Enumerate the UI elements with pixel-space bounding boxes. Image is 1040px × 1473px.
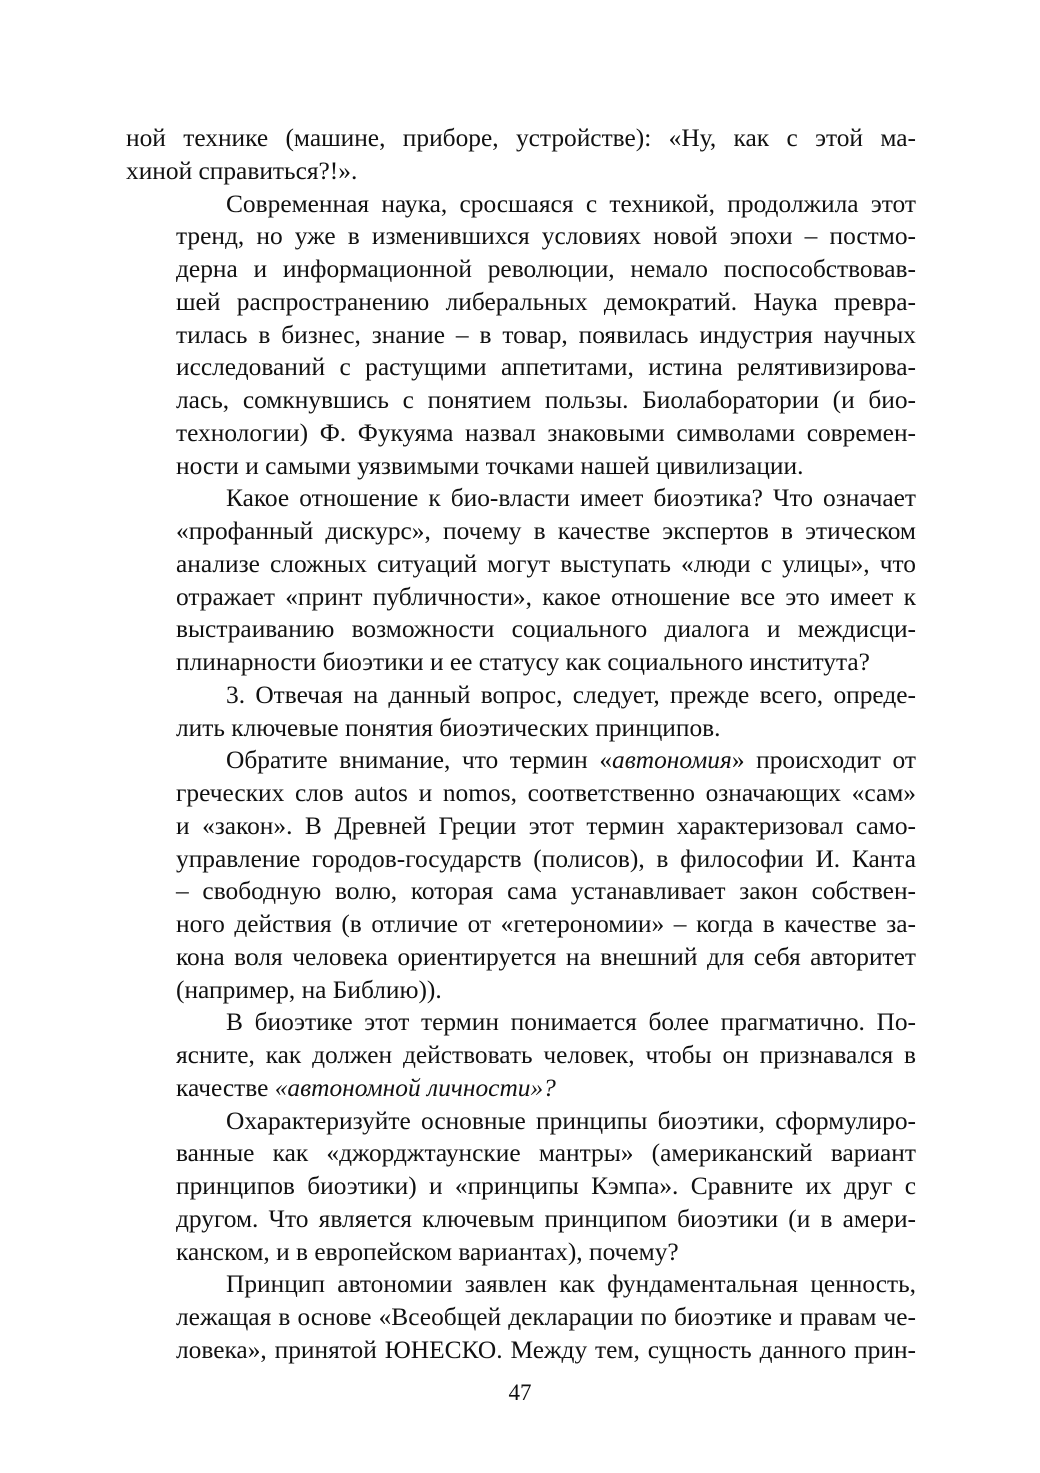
- paragraph: [126, 1268, 916, 1366]
- text-line: качестве «автономной личности»?: [176, 1073, 556, 1102]
- text-line: (например, на Библию)).: [176, 975, 442, 1004]
- text-line: канском, и в европейском вариантах), почему?: [176, 1237, 679, 1266]
- paragraph: [126, 482, 916, 679]
- page-number: 47: [508, 1380, 532, 1405]
- text-line: и «закон». В Древней Греции этот термин характеризовал само-: [176, 811, 916, 840]
- text-line: греческих слов autos и nomos, соответственно означающих «сам»: [176, 779, 916, 807]
- text-line: – свободную волю, которая сама устанавливает закон собствен-: [176, 877, 916, 906]
- paragraph: [126, 1105, 916, 1269]
- text-line: отражает «принт публичности», какое отношение все это имеет к: [176, 582, 916, 611]
- paragraph: [126, 188, 916, 483]
- text-line: лась, сомкнувшись с понятием пользы. Биолаборатории (и био-: [176, 386, 916, 414]
- text-line: ловека», принятой ЮНЕСКО. Между тем, сущность данного прин-: [176, 1335, 916, 1364]
- paragraph: [126, 122, 916, 188]
- text-line: ной технике (машине, приборе, устройстве): «Ну, как с этой ма-: [126, 124, 916, 152]
- text-line: лежащая в основе «Всеобщей декларации по биоэтике и правам че-: [176, 1303, 916, 1331]
- text-line: дерна и информационной революции, немало поспособствовав-: [176, 255, 916, 283]
- text-line: исследований с растущими аппетитами, истина релятивизирова-: [176, 353, 916, 382]
- text-line: ясните, как должен действовать человек, чтобы он признавался в: [176, 1041, 916, 1069]
- text-line: управление городов-государств (полисов), в философии И. Канта: [176, 844, 916, 873]
- text-line: лить ключевые понятия биоэтических принципов.: [176, 713, 721, 742]
- text-line: Охарактеризуйте основные принципы биоэтики, сформулиро-: [226, 1106, 916, 1135]
- page-body: [126, 122, 916, 1367]
- text-line: В биоэтике этот термин понимается более прагматично. По-: [226, 1008, 916, 1037]
- text-line: тренд, но уже в изменившихся условиях новой эпохи – постмо-: [176, 222, 916, 251]
- paragraph: [126, 679, 916, 745]
- text-line: анализе сложных ситуаций могут выступать «люди с улицы», что: [176, 549, 916, 578]
- text-line: «профанный дискурс», почему в качестве экспертов в этическом: [176, 517, 916, 545]
- text-line: тилась в бизнес, знание – в товар, появилась индустрия научных: [176, 320, 916, 349]
- paragraph: [126, 1006, 916, 1104]
- text-line: Обратите внимание, что термин «автономия» происходит от: [226, 746, 916, 775]
- text-line: принципов биоэтики) и «принципы Кэмпа». Сравните их друг с: [176, 1172, 916, 1200]
- text-line: ного действия (в отличие от «гетерономии» – когда в качестве за-: [176, 910, 916, 938]
- text-line: ванные как «джорджтаунские мантры» (американский вариант: [176, 1139, 916, 1168]
- text-line: Современная наука, сросшаяся с техникой, продолжила этот: [226, 189, 916, 218]
- text-line: ности и самыми уязвимыми точками нашей цивилизации.: [176, 451, 804, 480]
- text-line: Принцип автономии заявлен как фундаментальная ценность,: [226, 1270, 916, 1299]
- text-line: плинарности биоэтики и ее статусу как социального института?: [176, 648, 870, 676]
- paragraph: [126, 744, 916, 1006]
- text-line: кона воля человека ориентируется на внешний для себя авторитет: [176, 942, 916, 971]
- text-line: другом. Что является ключевым принципом биоэтики (и в амери-: [176, 1204, 916, 1233]
- text-line: шей распространению либеральных демократий. Наука превра-: [176, 287, 916, 316]
- text-line: 3. Отвечая на данный вопрос, следует, прежде всего, опреде-: [226, 680, 916, 709]
- text-line: Какое отношение к био-власти имеет биоэтика? Что означает: [226, 484, 916, 513]
- text-line: технологии) Ф. Фукуяма назвал знаковыми символами современ-: [176, 418, 916, 447]
- text-line: хиной справиться?!».: [126, 156, 358, 185]
- text-line: выстраиванию возможности социального диалога и междисци-: [176, 615, 916, 644]
